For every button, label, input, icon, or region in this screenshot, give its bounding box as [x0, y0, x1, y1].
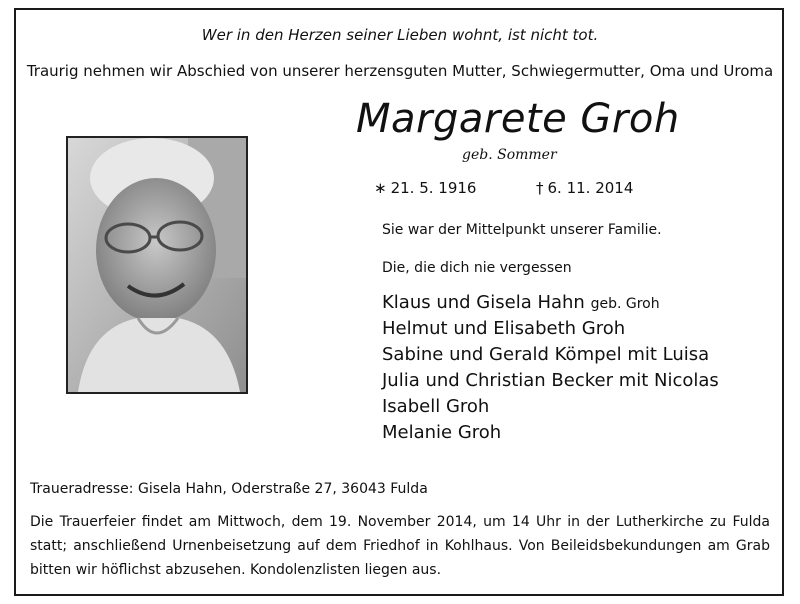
mourning-address: Traueradresse: Gisela Hahn, Oderstraße 27, 36043 Fulda — [30, 481, 428, 497]
deceased-name: Margarete Groh — [356, 96, 680, 142]
portrait-image — [68, 138, 246, 392]
intro-text: Traurig nehmen wir Abschied von unserer herzensguten Mutter, Schwiegermutter, Oma und Uroma — [26, 62, 774, 80]
mourner-suffix: geb. Groh — [590, 296, 660, 312]
portrait-photo — [66, 136, 248, 394]
birth-date: 21. 5. 1916 — [390, 179, 477, 197]
maiden-name: geb. Sommer — [462, 147, 557, 163]
mourner-name: Isabell Groh — [382, 396, 490, 417]
mourner-name: Helmut und Elisabeth Groh — [382, 318, 626, 339]
mourners-intro: Die, die dich nie vergessen — [382, 260, 572, 276]
death-date-line — [536, 179, 633, 197]
list-item — [382, 342, 719, 368]
mourner-name: Klaus und Gisela Hahn — [382, 292, 585, 313]
death-cross-icon: † — [536, 179, 544, 197]
list-item — [382, 368, 719, 394]
mourner-name: Sabine und Gerald Kömpel mit Luisa — [382, 344, 710, 365]
funeral-details: Die Trauerfeier findet am Mittwoch, dem 19. November 2014, um 14 Uhr in der Lutherkirche zu Fulda statt; anschließend Urnenbeisetzung auf dem Friedhof in Kohlhaus. Von Beileidsbekundungen am Grab bitten wir höflichst abzusehen. Kondolenzlisten liegen aus. — [30, 514, 770, 578]
birth-star-icon: ∗ — [374, 179, 387, 197]
tribute-line: Sie war der Mittelpunkt unserer Familie. — [382, 222, 662, 238]
mourner-name: Melanie Groh — [382, 422, 502, 443]
list-item — [382, 316, 719, 342]
list-item — [382, 290, 719, 316]
mourner-name: Julia und Christian Becker mit Nicolas — [382, 370, 719, 391]
memorial-quote: Wer in den Herzen seiner Lieben wohnt, ist nicht tot. — [201, 26, 599, 44]
mourners-list — [382, 290, 719, 446]
list-item — [382, 394, 719, 420]
list-item — [382, 420, 719, 446]
death-date: 6. 11. 2014 — [547, 179, 634, 197]
birth-date-line — [374, 179, 476, 197]
